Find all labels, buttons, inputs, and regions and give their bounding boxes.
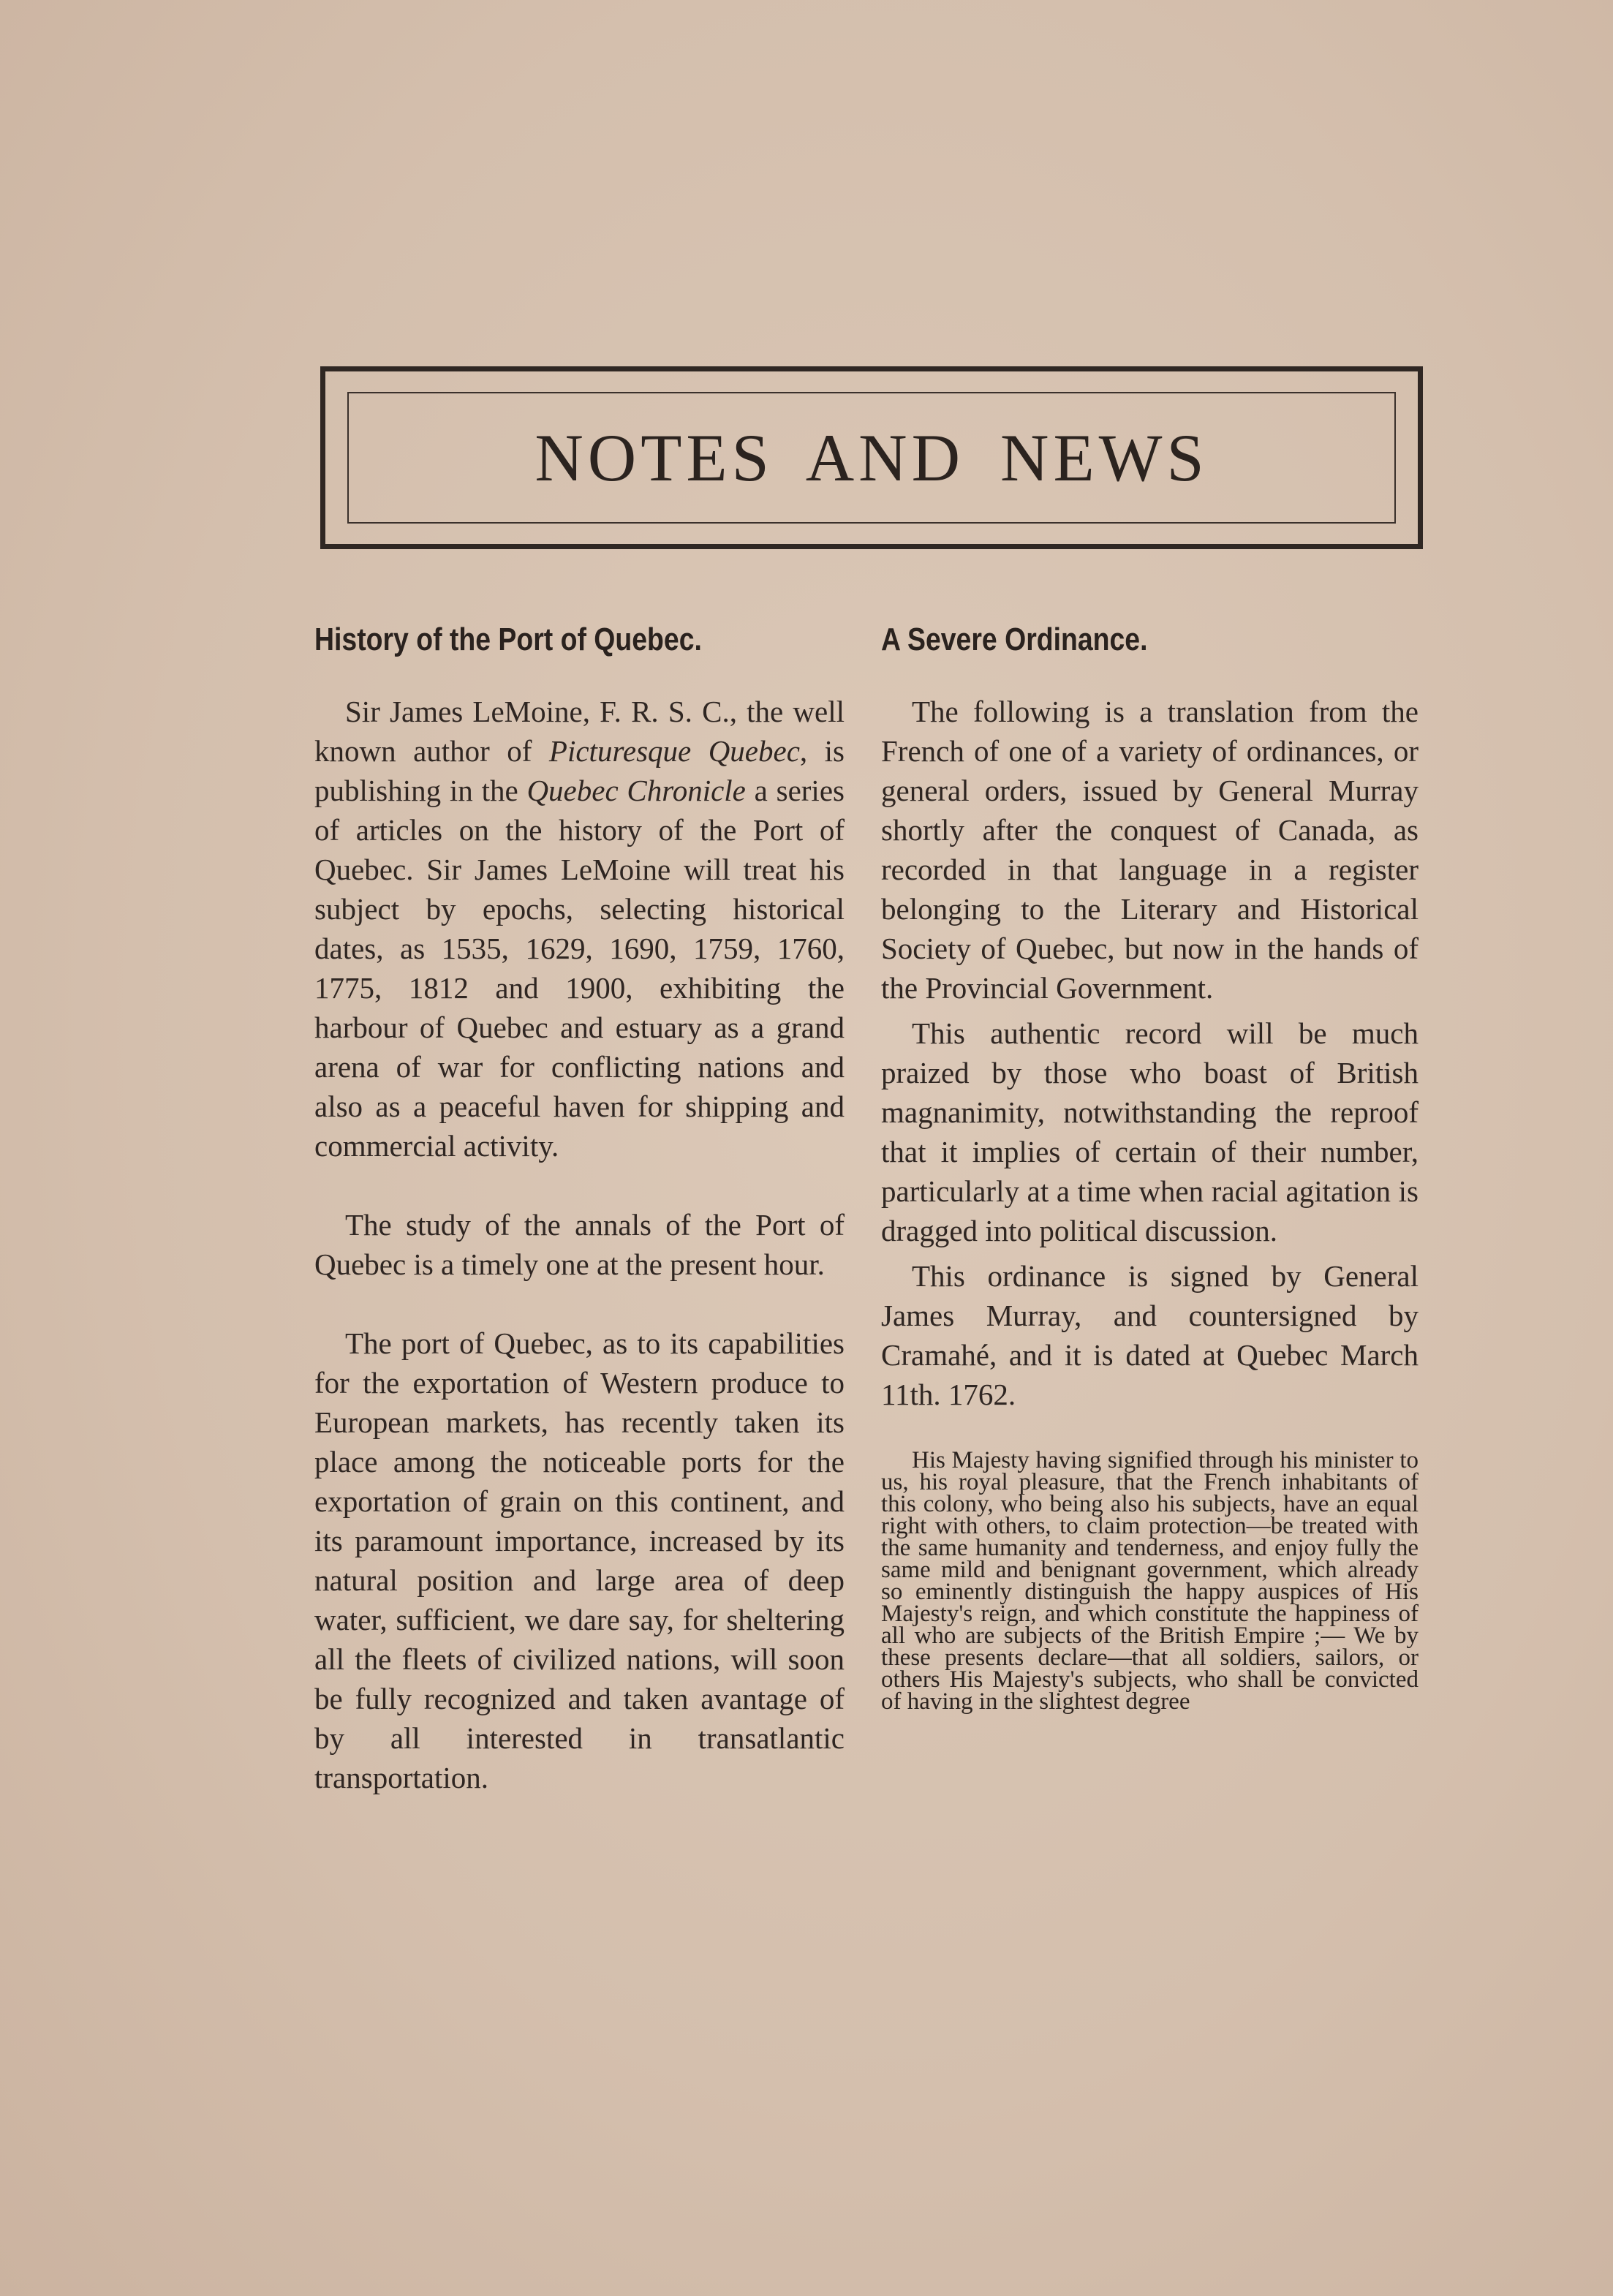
right-paragraph-1: The following is a translation from the French of one of a variety of ordinances, or general orders, issued by General Murray shortly after the conquest of Canada, as recorded in that language in a register belonging to the Literary and Historical Society of Quebec, but now in the hands of the Provincial Government. <box>881 695 1419 1005</box>
right-column <box>881 622 1419 1715</box>
left-paragraph-3: The port of Quebec, as to its capabilities for the exportation of Western produce to European markets, has recently taken its place among the noticeable ports for the exportation of grain on this continent, and its paramount importance, increased by its natural position and large area of deep water, sufficient, we dare say, for sheltering all the fleets of civilized nations, will soon be fully recognized and taken avantage of by all interested in transatlantic transportation. <box>314 1326 845 1794</box>
title-frame <box>320 366 1423 549</box>
right-column-heading: A Severe Ordinance. <box>881 622 1148 657</box>
left-p1-text-b: , is publishing in the <box>314 734 845 807</box>
left-p1-italic-title: Picturesque Quebec <box>548 734 800 768</box>
page-title: NOTES AND NEWS <box>534 420 1209 495</box>
title-inner-frame <box>347 392 1396 524</box>
left-paragraph-1 <box>314 692 845 1166</box>
left-p1-text-c: a series of articles on the history of the Port of Quebec. Sir James LeMoine will treat his subject by epochs, selecting historical dates, as 1535, 1629, 1690, 1759, 1760, 1775, 1812 and 1900, exhibiting the harbour of Quebec and estuary as a grand arena of war for conflicting nations and also as a peaceful haven for shipping and commercial activity. <box>314 774 845 1163</box>
left-column <box>314 622 845 1797</box>
left-paragraph-2: The study of the annals of the Port of Quebec is a timely one at the present hour. <box>314 1208 845 1281</box>
right-paragraph-2: This authentic record will be much praized by those who boast of British magnanimity, notwithstanding the reproof that it implies of certain of their number, particularly at a time when racial agitation is dragged into political discussion. <box>881 1016 1419 1247</box>
left-column-heading: History of the Port of Quebec. <box>314 622 702 657</box>
left-p1-text-a: Sir James LeMoine, F. R. S. C., the well known author of <box>314 695 845 768</box>
ordinance-quote: His Majesty having signified through his minister to us, his royal pleasure, that the French inhabitants of this colony, who being also his subjects, have an equal right with others, to claim protection—be treated with the same humanity and tenderness, and enjoy fully the same mild and benignant government, which already so eminently distinguish the happy auspices of His Majesty's reign, and which constitute the happiness of all who are subjects of the British Empire ;— We by these presents declare—that all soldiers, sailors, or others His Majesty's subjects, who shall be convicted of having in the slightest degree <box>881 1447 1419 1715</box>
left-p1-italic-newspaper: Quebec Chronicle <box>526 774 746 807</box>
right-paragraph-3: This ordinance is signed by General James Murray, and countersigned by Cramahé, and it is dated at Quebec March 11th. 1762. <box>881 1259 1419 1411</box>
